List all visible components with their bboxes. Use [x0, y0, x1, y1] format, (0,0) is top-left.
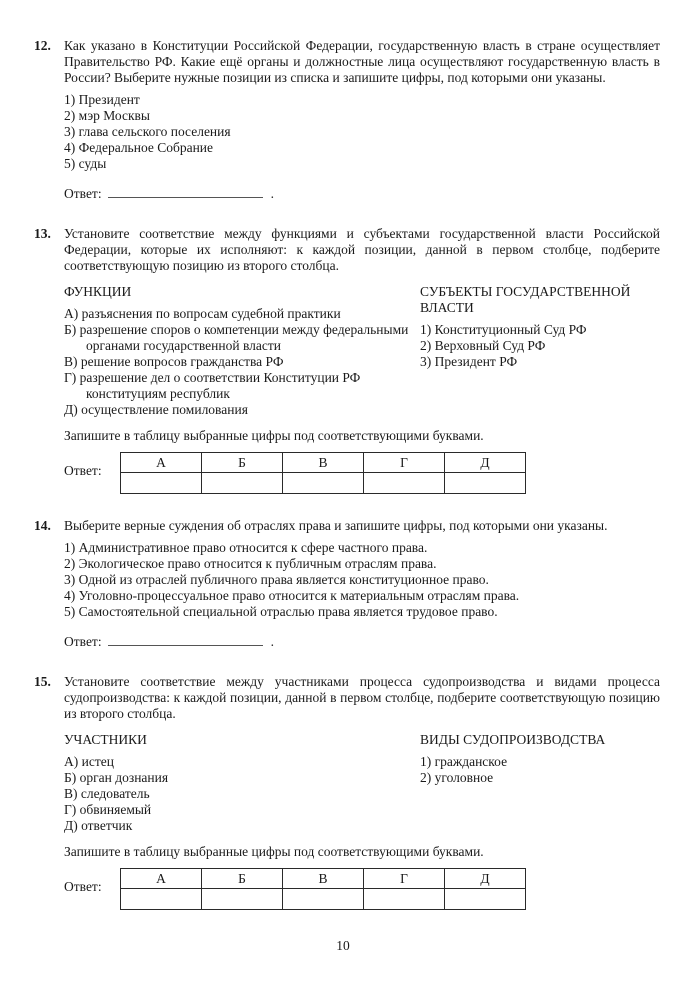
- question-12: [34, 38, 660, 202]
- answer-label: Ответ:: [64, 186, 102, 201]
- answer-table-cell: [121, 889, 202, 910]
- question-number: 13.: [34, 226, 51, 241]
- table-instruction: Запишите в таблицу выбранные цифры под соответствующими буквами.: [64, 844, 484, 859]
- matching-left-item: А) разъяснения по вопросам судебной практики: [64, 306, 341, 321]
- answer-label: Ответ:: [64, 463, 102, 478]
- answer-table-header-cell: Д: [445, 869, 526, 889]
- question-text: Выберите верные суждения об отраслях права и запишите цифры, под которыми они указаны.: [64, 518, 608, 533]
- option-item: 1) Президент: [64, 92, 140, 107]
- matching-right-column: [420, 284, 660, 418]
- option-item: 4) Уголовно-процессуальное право относится к материальным отраслям права.: [64, 588, 520, 603]
- answer-table-cell: [202, 889, 283, 910]
- answer-table-row: [64, 452, 660, 494]
- matching-right-item: 2) уголовное: [420, 770, 494, 785]
- matching-left-column: [64, 284, 420, 418]
- matching-left-title: УЧАСТНИКИ: [64, 732, 147, 747]
- matching-left-item: А) истец: [64, 754, 114, 769]
- option-item: 5) суды: [64, 156, 107, 171]
- answer-line: [64, 184, 660, 202]
- answer-line: [64, 632, 660, 650]
- matching-left-item: Г) обвиняемый: [64, 802, 152, 817]
- answer-table: [120, 868, 526, 910]
- answer-table-cell: [202, 473, 283, 494]
- answer-table-cell: [283, 473, 364, 494]
- question-body: [64, 226, 660, 494]
- answer-table-cell: [121, 473, 202, 494]
- question-body: [64, 38, 660, 202]
- answer-period: .: [270, 634, 274, 649]
- answer-table-input-row: [121, 473, 526, 494]
- matching-right-item: 3) Президент РФ: [420, 354, 518, 369]
- options-list: [64, 92, 660, 172]
- answer-blank: [108, 632, 263, 646]
- matching-left-item: Б) разрешение споров о компетенции между федеральными органами государственной власти: [64, 322, 409, 353]
- answer-table-header-cell: В: [283, 869, 364, 889]
- question-14: [34, 518, 660, 650]
- matching-left-item: Б) орган дознания: [64, 770, 169, 785]
- answer-label: Ответ:: [64, 634, 102, 649]
- matching-right-column: [420, 732, 660, 834]
- question-body: [64, 518, 660, 650]
- option-item: 1) Административное право относится к сфере частного права.: [64, 540, 428, 555]
- matching-left-item: Д) осуществление помилования: [64, 402, 248, 417]
- answer-table-header-cell: Б: [202, 869, 283, 889]
- table-instruction: Запишите в таблицу выбранные цифры под соответствующими буквами.: [64, 428, 484, 443]
- answer-table-header-cell: Г: [364, 453, 445, 473]
- answer-table-cell: [364, 473, 445, 494]
- answer-blank: [108, 184, 263, 198]
- option-item: 2) мэр Москвы: [64, 108, 150, 123]
- question-number: 14.: [34, 518, 51, 533]
- option-item: 4) Федеральное Собрание: [64, 140, 214, 155]
- answer-table-header-cell: Д: [445, 453, 526, 473]
- matching-right-title: ВИДЫ СУДОПРОИЗВОДСТВА: [420, 732, 606, 747]
- option-item: 2) Экологическое право относится к публичным отраслям права.: [64, 556, 437, 571]
- page-number: 10: [336, 938, 350, 953]
- option-item: 5) Самостоятельной специальной отраслью права является трудовое право.: [64, 604, 498, 619]
- answer-table-header-row: [121, 453, 526, 473]
- matching-left-item: Д) ответчик: [64, 818, 133, 833]
- answer-table-row: [64, 868, 660, 910]
- matching-right-item: 1) гражданское: [420, 754, 508, 769]
- question-text: Установите соответствие между функциями и субъектами государственной власти Российской Федерации, которые их исполняют: к каждой позиции, данной в первом столбце, подберите соответствующую позицию из второго столбца.: [64, 226, 660, 273]
- question-body: [64, 674, 660, 910]
- answer-label: Ответ:: [64, 879, 102, 894]
- matching-left-column: [64, 732, 420, 834]
- matching-left-item: В) решение вопросов гражданства РФ: [64, 354, 284, 369]
- answer-table-header-row: [121, 869, 526, 889]
- matching-columns: [64, 732, 660, 834]
- answer-table-cell: [364, 889, 445, 910]
- option-item: 3) Одной из отраслей публичного права является конституционное право.: [64, 572, 489, 587]
- matching-left-item: В) следователь: [64, 786, 150, 801]
- matching-columns: [64, 284, 660, 418]
- matching-right-item: 2) Верховный Суд РФ: [420, 338, 546, 353]
- option-item: 3) глава сельского поселения: [64, 124, 231, 139]
- matching-right-item: 1) Конституционный Суд РФ: [420, 322, 587, 337]
- options-list: [64, 540, 660, 620]
- answer-period: .: [270, 186, 274, 201]
- question-number: 15.: [34, 674, 51, 689]
- answer-table-cell: [283, 889, 364, 910]
- question-number: 12.: [34, 38, 51, 53]
- question-text: Установите соответствие между участниками процесса судопроизводства и видами процесса судопроизводства: к каждой позиции, данной в первом столбце, подберите соответствующую позицию из второго столбца.: [64, 674, 660, 721]
- answer-table: [120, 452, 526, 494]
- matching-right-title: СУБЪЕКТЫ ГОСУДАРСТВЕННОЙ ВЛАСТИ: [420, 284, 631, 315]
- answer-table-cell: [445, 889, 526, 910]
- answer-table-cell: [445, 473, 526, 494]
- answer-table-header-cell: Б: [202, 453, 283, 473]
- question-text: Как указано в Конституции Российской Федерации, государственную власть в стране осуществляет Правительство РФ. Какие ещё органы и должностные лица осуществляют государственную власть в России? Выберите нужные позиции из списка и запишите цифры, под которыми они указаны.: [64, 38, 660, 85]
- matching-left-item: Г) разрешение дел о соответствии Конституции РФ конституциям республик: [64, 370, 361, 401]
- answer-table-header-cell: Г: [364, 869, 445, 889]
- answer-table-header-cell: А: [121, 453, 202, 473]
- matching-left-title: ФУНКЦИИ: [64, 284, 132, 299]
- answer-table-header-cell: А: [121, 869, 202, 889]
- answer-table-header-cell: В: [283, 453, 364, 473]
- answer-table-input-row: [121, 889, 526, 910]
- question-15: [34, 674, 660, 910]
- question-13: [34, 226, 660, 494]
